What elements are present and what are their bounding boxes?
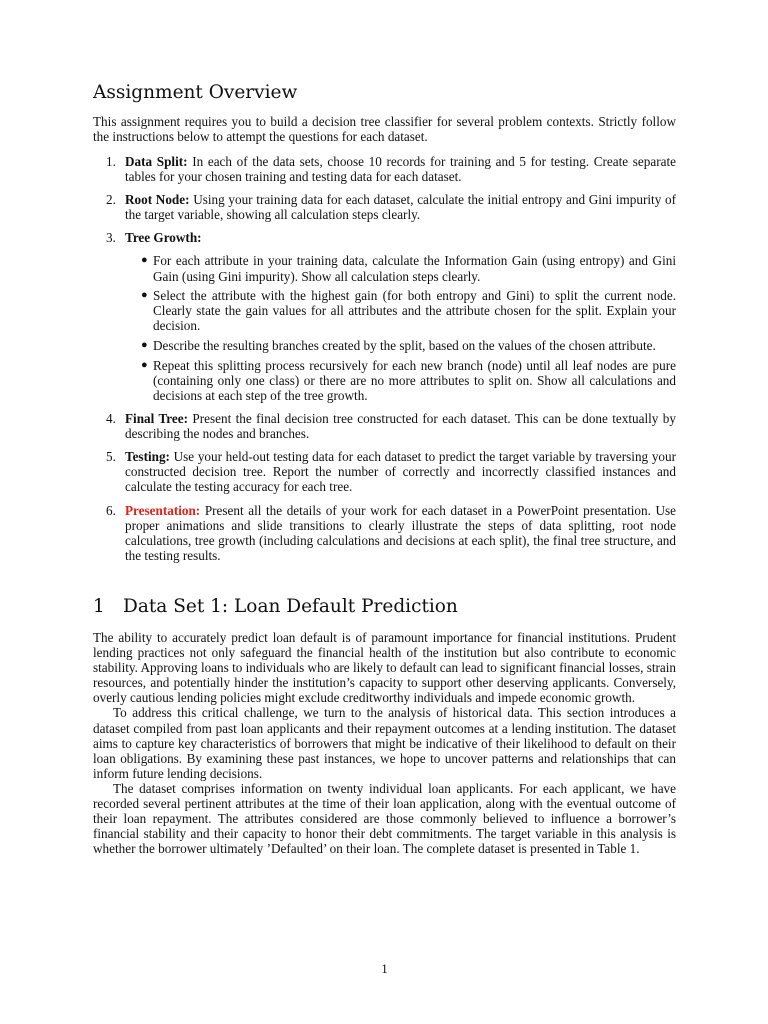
step-text: Present the final decision tree constructed for each dataset. This can be done textually by describing the nodes and branches. <box>125 411 676 442</box>
step-number: 2. <box>106 192 116 208</box>
step-term: Data Split: <box>125 154 188 169</box>
section-heading <box>93 596 458 618</box>
step-term: Tree Growth: <box>125 230 202 246</box>
instruction-list <box>93 154 676 571</box>
step-text: In each of the data sets, choose 10 records for training and 5 for testing. Create separate tables for your chosen training and testing data for each dataset. <box>125 154 676 185</box>
section-number: 1 <box>93 596 105 617</box>
step-number: 1. <box>106 154 116 169</box>
step-text: Use your held-out testing data for each dataset to predict the target variable by traversing your constructed decision tree. Report the number of correctly and incorrectly classified instances and calculate the testing accuracy for each tree. <box>125 449 676 495</box>
step-text: Using your training data for each dataset, calculate the initial entropy and Gini impurity of the target variable, showing all calculation steps clearly. <box>125 192 676 223</box>
section-title: Data Set 1: Loan Default Prediction <box>123 596 458 617</box>
step-text: Present all the details of your work for each dataset in a PowerPoint presentation. Use proper animations and slide transitions to clearly illustrate the steps of data splitting, root node calculations, tree growth (including calculations and decisions at each split), the final tree structure, and the testing results. <box>125 502 676 563</box>
page-number: 1 <box>381 961 388 976</box>
step-term-highlighted: Presentation: <box>125 502 201 518</box>
intro-paragraph: This assignment requires you to build a decision tree classifier for several problem contexts. Strictly follow the instructions below to attempt the questions for each dataset. <box>93 114 676 145</box>
step-final-tree <box>93 411 676 441</box>
bullet-item: ● Select the attribute with the highest gain (for both entropy and Gini) to split the current node. Clearly state the gain values for all attributes and the attribute chosen for the split. Explain your decision. <box>141 288 676 334</box>
step-testing <box>93 449 676 494</box>
step-term: Final Tree: <box>125 411 189 427</box>
bullet-icon: ● <box>141 254 148 267</box>
step-number: 5. <box>106 449 116 465</box>
step-term: Root Node: <box>125 192 190 208</box>
body-paragraph: The ability to accurately predict loan default is of paramount importance for financial institutions. Prudent lending practices not only safeguard the financial health of the institution but also contribute to economic stability. Approving loans to individuals who are likely to default can lead to significant financial losses, strain resources, and potentially hinder the institution’s capacity to support other deserving applicants. Conversely, overly cautious lending policies might exclude creditworthy individuals and impede economic growth. <box>93 630 676 706</box>
bullet-icon: ● <box>141 339 148 352</box>
body-paragraph: To address this critical challenge, we turn to the analysis of historical data. This section introduces a dataset compiled from past loan applicants and their repayment outcomes at a lending institution. The dataset aims to capture key characteristics of borrowers that might be indicative of their likelihood to default on their loan obligations. By examining these past instances, we hope to uncover patterns and relationships that can inform future lending decisions. <box>93 705 676 781</box>
step-term: Testing: <box>125 449 170 465</box>
step-number: 6. <box>106 502 116 518</box>
bullet-icon: ● <box>141 289 148 302</box>
bullet-item: ● For each attribute in your training data, calculate the Information Gain (using entropy) and Gini Gain (using Gini impurity). Show all calculation steps clearly. <box>141 253 676 284</box>
section-body <box>93 630 676 856</box>
bullet-icon: ● <box>141 358 148 371</box>
step-root-node <box>93 192 676 222</box>
step-data-split <box>93 154 676 184</box>
body-paragraph: The dataset comprises information on twenty individual loan applicants. For each applicant, we have recorded several pertinent attributes at the time of their loan application, along with the eventual outcome of their loan repayment. The attributes considered are those commonly believed to influence a borrower’s financial stability and their capacity to honor their debt commitments. The target variable in this analysis is whether the borrower ultimately ’Defaulted’ on their loan. The complete dataset is presented in Table 1. <box>93 780 676 857</box>
bullet-item: ● Repeat this splitting process recursively for each new branch (node) until all leaf nodes are pure (containing only one class) or there are no more attributes to split on. Show all calculations and decisions at each step of the tree growth. <box>141 357 676 403</box>
bullet-item: ● Describe the resulting branches created by the split, based on the values of the chosen attribute. <box>141 338 656 354</box>
tree-growth-bullets <box>125 253 676 403</box>
step-number: 4. <box>106 411 116 427</box>
step-tree-growth <box>93 230 676 403</box>
assignment-overview-heading: Assignment Overview <box>93 82 298 103</box>
step-number: 3. <box>106 230 116 246</box>
step-presentation <box>93 503 676 563</box>
